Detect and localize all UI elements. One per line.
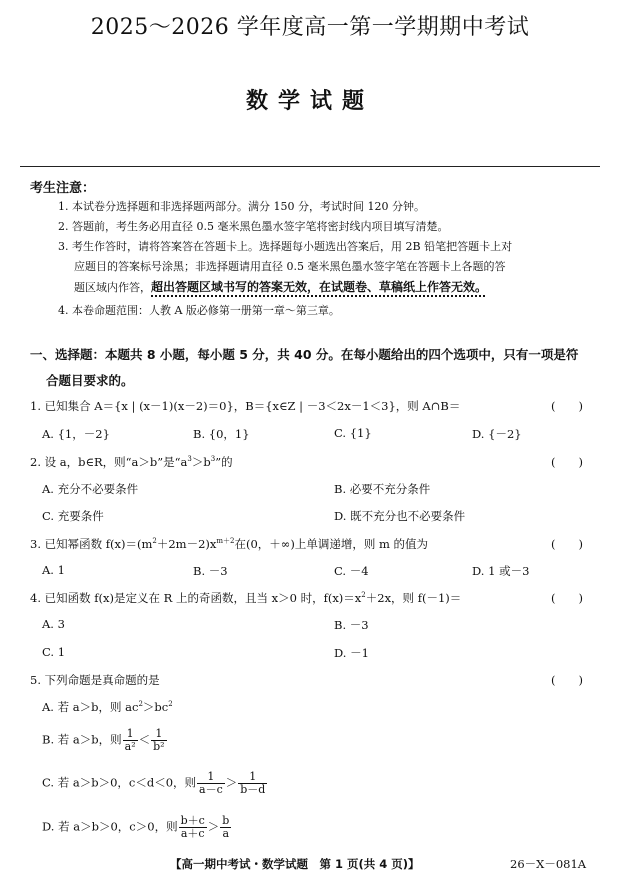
notice-emphasis: 超出答题区域书写的答案无效，在试题卷、草稿纸上作答无效。 (151, 280, 488, 294)
notice-item: 4. 本卷命题范围：人教 A 版必修第一册第一章～第三章。 (58, 304, 340, 317)
notice-item: 2. 答题前，考生务必用直径 0.5 毫米黑色墨水签字笔将密封线内项目填写清楚。 (58, 220, 449, 233)
fraction: $\frac{1}{b-d}$ (240, 770, 266, 796)
page-footer: 【高一期中考试・数学试题 第 1 页(共 4 页)】 (170, 857, 420, 871)
section-heading: 一、选择题：本题共 8 小题，每小题 5 分，共 40 分。在每小题给出的四个选项中，只有一项是符 (30, 347, 579, 362)
notice-item (74, 278, 487, 295)
divider (20, 166, 600, 167)
option-a: A. 充分不必要条件 (42, 482, 139, 496)
option-c: C. 若 a＞b＞0，c＜d＜0，则 $\frac{1}{a-c}$ ＞ $\frac{1}{b-d}$ (42, 770, 266, 796)
fraction: $\frac{1}{a-c}$ (199, 770, 223, 796)
option-d: D. 若 a＞b＞0，c＞0，则 $\frac{b+c}{a+c}$ ＞ $\frac{b}{a}$ (42, 814, 230, 840)
answer-paren: ( ) (551, 399, 583, 413)
option-c: C. 1 (42, 645, 66, 659)
question-1: 1. 已知集合 A＝{x | (x－1)(x－2)＝0}，B＝{x∈Z | －3＜2x－1＜3}，则 A∩B＝ (30, 399, 461, 413)
question-2: 2. 设 a，b∈R，则“a＞b”是“$a^3>b^3$”的 (30, 455, 233, 469)
option-a: A. 1 (42, 563, 65, 577)
option-d: D. 既不充分也不必要条件 (334, 509, 466, 523)
option-a: A. 若 a＞b，则 $ac^2>bc^2$ (42, 700, 173, 714)
fraction: $\frac{b+c}{a+c}$ (180, 814, 205, 840)
option-d: D. 1 或－3 (472, 564, 530, 578)
exam-title: 2025～2026 学年度高一第一学期期中考试 (90, 15, 530, 40)
section-heading-cont: 合题目要求的。 (46, 373, 134, 388)
option-a: A. {1，－2} (42, 427, 110, 441)
option-c: C. 充要条件 (42, 509, 104, 523)
option-b: B. 若 a＞b，则 $\frac{1}{\text{a²}}$ ＜ $\frac{1}{\text{b²}}$ (42, 727, 165, 753)
notice-item: 1. 本试卷分选择题和非选择题两部分。满分 150 分，考试时间 120 分钟。 (58, 200, 425, 213)
fraction: $\frac{b}{a}$ (222, 814, 230, 840)
answer-paren: ( ) (551, 455, 583, 469)
answer-paren: ( ) (551, 537, 583, 551)
question-3: 3. 已知幂函数 $f(x)=(m^2+2m-2)x^{m+2}$在(0，＋∞)上单调递增，则 m 的值为 (30, 537, 429, 551)
option-a: A. 3 (42, 617, 65, 631)
option-c: C. {1} (334, 426, 372, 440)
option-d: D. {－2} (472, 427, 522, 441)
question-4: 4. 已知函数 f(x)是定义在 R 上的奇函数，且当 x＞0 时，$f(x)=x^2+2x$，则 f(－1)＝ (30, 591, 462, 605)
paper-code: 26－X－081A (510, 857, 587, 871)
option-b: B. －3 (193, 564, 228, 578)
answer-paren: ( ) (551, 673, 583, 687)
notice-item: 3. 考生作答时，请将答案答在答题卡上。选择题每小题选出答案后，用 2B 铅笔把答题卡上对 (58, 240, 513, 253)
fraction: $\frac{1}{\text{a²}}$ (124, 727, 136, 753)
question-5: 5. 下列命题是真命题的是 (30, 673, 160, 687)
option-d: D. －1 (334, 646, 369, 660)
answer-paren: ( ) (551, 591, 583, 605)
option-b: B. {0，1} (193, 427, 250, 441)
subject-title: 数学试题 (245, 89, 374, 114)
notice-title: 考生注意： (30, 181, 96, 196)
option-b: B. 必要不充分条件 (334, 482, 431, 496)
fraction: $\frac{1}{\text{b²}}$ (153, 727, 165, 753)
option-b: B. －3 (334, 618, 369, 632)
notice-text: 题区域内作答， (74, 281, 151, 294)
option-c: C. －4 (334, 564, 369, 578)
notice-item: 应题目的答案标号涂黑；非选择题请用直径 0.5 毫米黑色墨水签字笔在答题卡上各题的答 (74, 260, 506, 273)
